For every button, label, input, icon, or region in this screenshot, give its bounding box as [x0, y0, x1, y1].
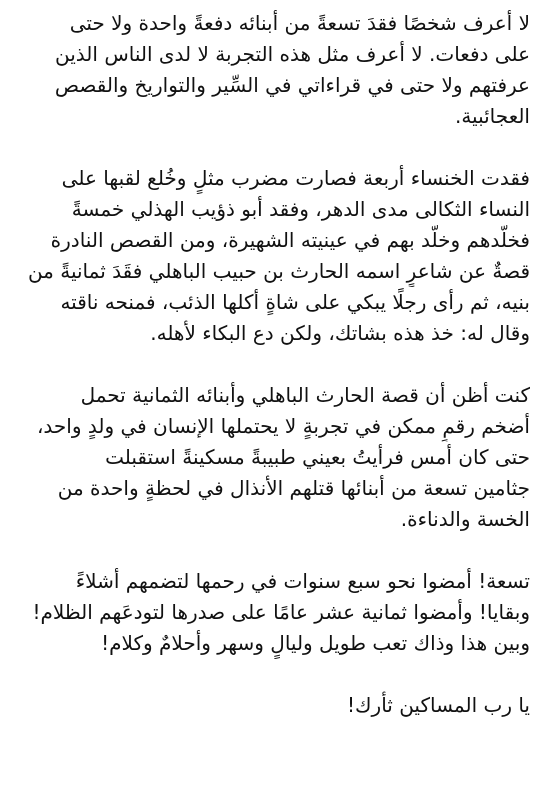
- text-line: وقال له: خذ هذه بشاتك، ولكن دع البكاء لأهله.: [150, 321, 530, 345]
- paragraph-3: [14, 380, 530, 535]
- paragraph-1: [14, 8, 530, 132]
- closing-line: يا رب المساكين ثأرك!: [347, 693, 530, 717]
- paragraph-spacer: [14, 535, 530, 566]
- text-line: عرفتهم ولا حتى في قراءاتي في السِّير والتواريخ والقصص: [54, 73, 530, 97]
- text-line: لا أعرف شخصًا فقدَ تسعةً من أبنائه دفعةً واحدة ولا حتى: [69, 11, 530, 35]
- paragraph-5: [14, 690, 530, 721]
- text-line: أضخم رقمٍ ممكن في تجربةٍ لا يحتملها الإنسان في ولدٍ واحد،: [36, 414, 530, 438]
- text-line: النساء الثكالى مدى الدهر، وفقد أبو ذؤيب الهذلي خمسةً: [71, 197, 530, 221]
- text-line: الخسة والدناءة.: [400, 507, 530, 531]
- paragraph-2: [14, 163, 530, 349]
- paragraph-4: [14, 566, 530, 659]
- text-line: على دفعات. لا أعرف مثل هذه التجربة لا لدى الناس الذين: [55, 42, 530, 66]
- text-line: قصةٌ عن شاعرٍ اسمه الحارث بن حبيب الباهلي فقَدَ ثمانيةً من: [27, 259, 530, 283]
- text-line: وبقايا! وأمضوا ثمانية عشر عامًا على صدرها لتودعَهم الظلام!: [32, 600, 530, 624]
- text-line: بنيه، ثم رأى رجلًا يبكي على شاةٍ أكلها الذئب، فمنحه ناقته: [60, 290, 530, 314]
- text-line: تسعة! أمضوا نحو سبع سنوات في رحمها لتضمهم أشلاءً: [75, 569, 530, 593]
- paragraph-spacer: [14, 659, 530, 690]
- text-line: العجائبية.: [454, 104, 530, 128]
- text-line: فقدت الخنساء أربعة فصارت مضرب مثلٍ وخُلع لقبها على: [61, 166, 530, 190]
- paragraph-spacer: [14, 132, 530, 163]
- paragraph-spacer: [14, 349, 530, 380]
- text-line: جثامين تسعة من أبنائها قتلهم الأنذال في لحظةٍ واحدة من: [57, 476, 530, 500]
- text-line: حتى كان أمس فرأيتُ بعيني طبيبةً مسكينةً استقبلت: [105, 445, 530, 469]
- text-line: وبين هذا وذاك تعب طويل وليالٍ وسهر وأحلامٌ وكلام!: [101, 631, 530, 655]
- text-line: فخلّدهم وخلَّد بهم في عينيته الشهيرة، ومن القصص النادرة: [50, 228, 530, 252]
- text-line: كنت أظن أن قصة الحارث الباهلي وأبنائه الثمانية تحمل: [80, 383, 530, 407]
